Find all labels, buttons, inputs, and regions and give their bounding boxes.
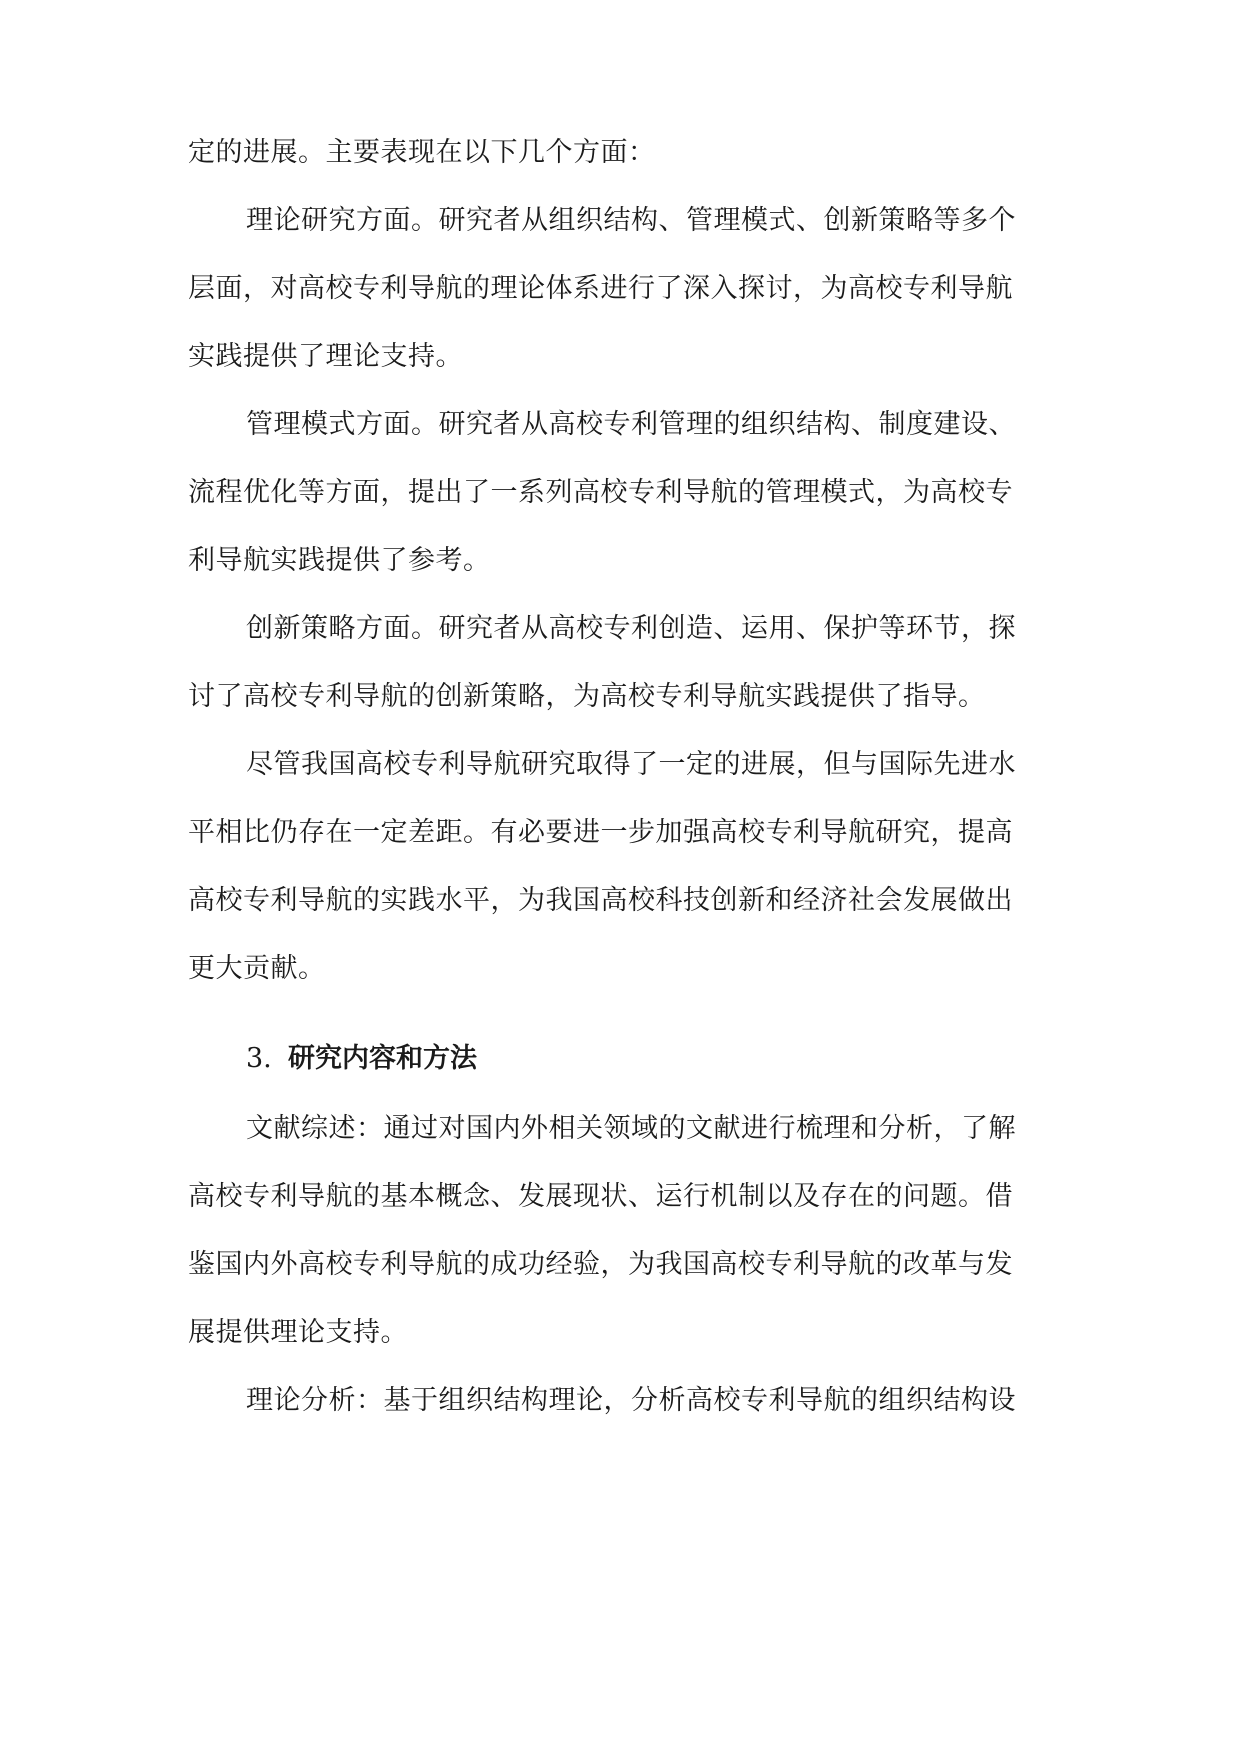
paragraph-line: 更大贡献。	[188, 953, 326, 984]
paragraph-line: 管理模式方面。研究者从高校专利管理的组织结构、制度建设、	[246, 409, 1016, 440]
paragraph-line: 鉴国内外高校专利导航的成功经验，为我国高校专利导航的改革与发	[188, 1249, 1013, 1280]
section-title: 研究内容和方法	[288, 1043, 477, 1074]
paragraph-line: 平相比仍存在一定差距。有必要进一步加强高校专利导航研究，提高	[188, 817, 1013, 848]
paragraph-line: 利导航实践提供了参考。	[188, 545, 491, 576]
paragraph-line: 讨了高校专利导航的创新策略，为高校专利导航实践提供了指导。	[188, 681, 986, 712]
paragraph-line: 理论分析：基于组织结构理论，分析高校专利导航的组织结构设	[246, 1385, 1016, 1416]
paragraph-line: 理论研究方面。研究者从组织结构、管理模式、创新策略等多个	[246, 205, 1016, 236]
paragraph-line: 创新策略方面。研究者从高校专利创造、运用、保护等环节，探	[246, 613, 1016, 644]
paragraph-line: 文献综述：通过对国内外相关领域的文献进行梳理和分析，了解	[246, 1113, 1016, 1144]
paragraph-line: 尽管我国高校专利导航研究取得了一定的进展，但与国际先进水	[246, 749, 1016, 780]
paragraph-line: 层面，对高校专利导航的理论体系进行了深入探讨，为高校专利导航	[188, 273, 1013, 304]
section-heading	[246, 1041, 477, 1077]
section-number: 3.	[246, 1043, 272, 1074]
paragraph-line: 实践提供了理论支持。	[188, 341, 463, 372]
paragraph-line: 定的进展。主要表现在以下几个方面：	[188, 137, 656, 168]
paragraph-line: 高校专利导航的基本概念、发展现状、运行机制以及存在的问题。借	[188, 1181, 1013, 1212]
paragraph-line: 展提供理论支持。	[188, 1317, 408, 1348]
paragraph-line: 高校专利导航的实践水平，为我国高校科技创新和经济社会发展做出	[188, 885, 1013, 916]
paragraph-line: 流程优化等方面，提出了一系列高校专利导航的管理模式，为高校专	[188, 477, 1013, 508]
